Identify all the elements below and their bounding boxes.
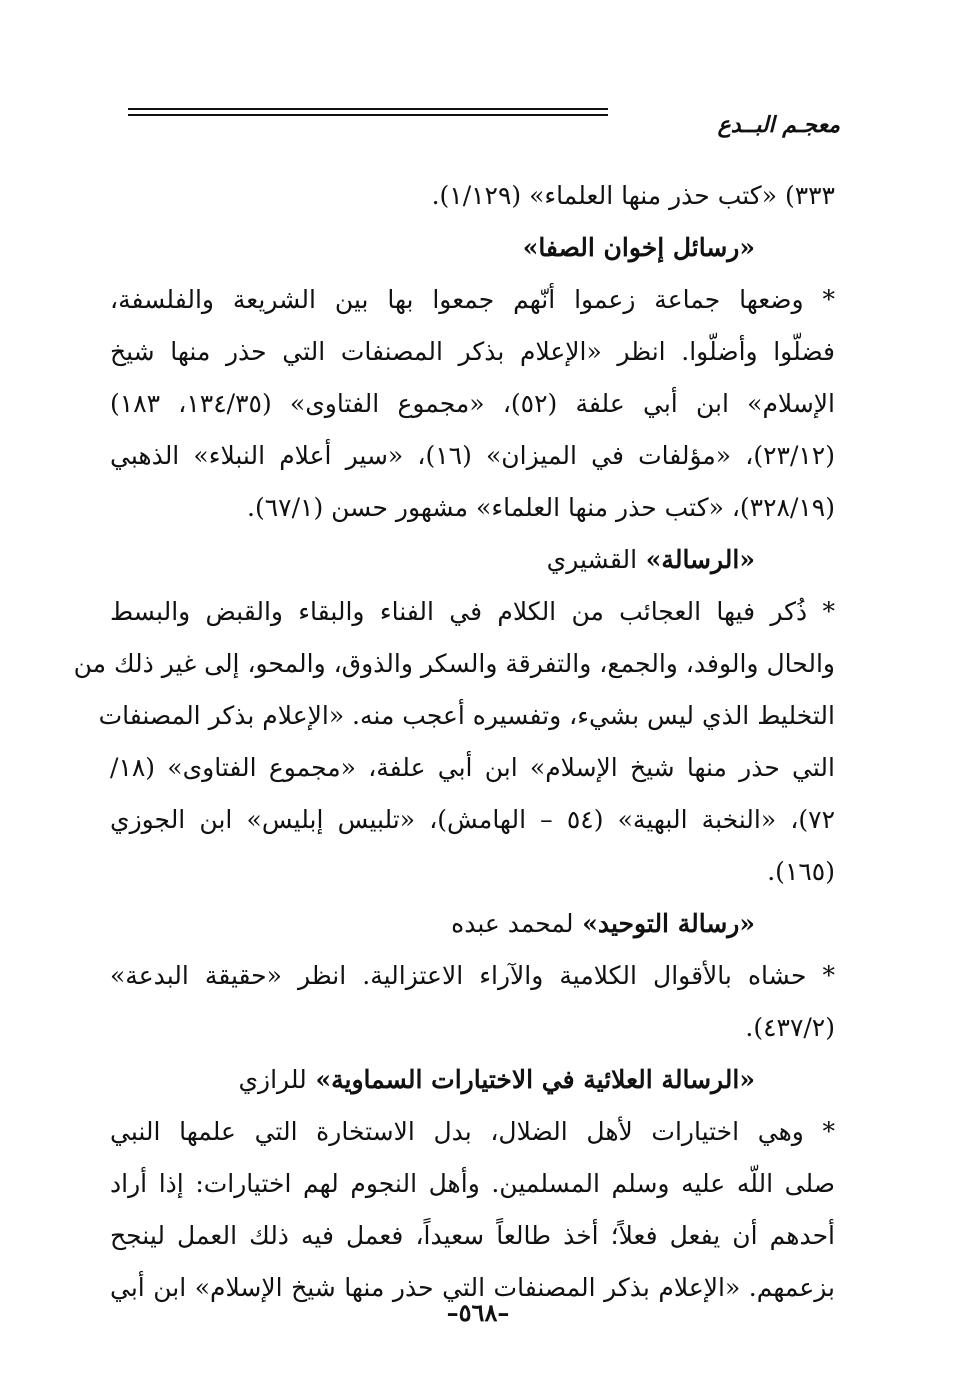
text-line: بزعمهم. «الإعلام بذكر المصنفات التي حذر منها شيخ الإسلام» ابن أبي [110, 1273, 835, 1302]
text-line: فضلّوا وأضلّوا. انظر «الإعلام بذكر المصنفات التي حذر منها شيخ [110, 337, 835, 366]
entry-author: للرازي [238, 1065, 307, 1094]
header-rule [128, 114, 608, 116]
running-header [128, 100, 840, 140]
text-line: أحدهم أن يفعل فعلاً؛ أخذ طالعاً سعيداً، فعمل فيه ذلك العمل لينجح [110, 1221, 835, 1250]
text-line: (٢٣/١٢)، «مؤلفات في الميزان» (١٦)، «سير أعلام النبلاء» الذهبي [110, 441, 835, 470]
header-rule [128, 108, 608, 110]
entry-author: لمحمد عبده [451, 909, 574, 938]
page-number: –٥٦٨– [446, 1298, 510, 1327]
entry-author: القشيري [546, 545, 638, 574]
text-line: (١٦٥). [767, 857, 835, 886]
entry-title: «رسائل إخوان الصفا» [522, 233, 755, 262]
text-line: * وهي اختيارات لأهل الضلال، بدل الاستخارة التي علمها النبي [110, 1117, 835, 1146]
text-line: ٣٣٣) «كتب حذر منها العلماء» (١/١٢٩). [431, 181, 835, 210]
page-body [73, 170, 836, 1314]
text-line: التي حذر منها شيخ الإسلام» ابن أبي علفة، «مجموع الفتاوى» (١٨/ [110, 753, 835, 782]
entry-title: «الرسالة العلائية في الاختيارات السماوية» [315, 1065, 755, 1094]
text-line: (٤٣٧/٢). [745, 1013, 835, 1042]
text-line: التخليط الذي ليس بشيء، وتفسيره أعجب منه. «الإعلام بذكر المصنفات [98, 701, 835, 730]
text-line: ٧٢)، «النخبة البهية» (٥٤ – الهامش)، «تلبيس إبليس» ابن الجوزي [110, 805, 836, 834]
entry-heading [110, 534, 835, 586]
entry-title: «الرسالة» [645, 545, 755, 574]
text-line: * وضعها جماعة زعموا أنّهم جمعوا بها بين الشريعة والفلسفة، [110, 285, 835, 314]
entry-heading [110, 1054, 835, 1106]
entry-title: «رسالة التوحيد» [582, 909, 755, 938]
header-title: معجـم البــدع [717, 112, 840, 138]
entry-heading [110, 898, 835, 950]
text-line: الإسلام» ابن أبي علفة (٥٢)، «مجموع الفتاوى» (١٣٤/٣٥، ١٨٣) [110, 389, 835, 418]
text-line: * حشاه بالأقوال الكلامية والآراء الاعتزالية. انظر «حقيقة البدعة» [110, 961, 835, 990]
entry-heading [110, 222, 835, 274]
text-line: صلى اللّه عليه وسلم المسلمين. وأهل النجوم لهم اختيارات: إذا أراد [110, 1169, 835, 1198]
text-line: (٣٢٨/١٩)، «كتب حذر منها العلماء» مشهور حسن (٦٧/١). [247, 493, 835, 522]
text-line: والحال والوفد، والجمع، والتفرقة والسكر والذوق، والمحو، إلى غير ذلك من [73, 649, 835, 678]
text-line: * ذُكر فيها العجائب من الكلام في الفناء والبقاء والقبض والبسط [110, 597, 835, 626]
header-rules [128, 108, 608, 120]
